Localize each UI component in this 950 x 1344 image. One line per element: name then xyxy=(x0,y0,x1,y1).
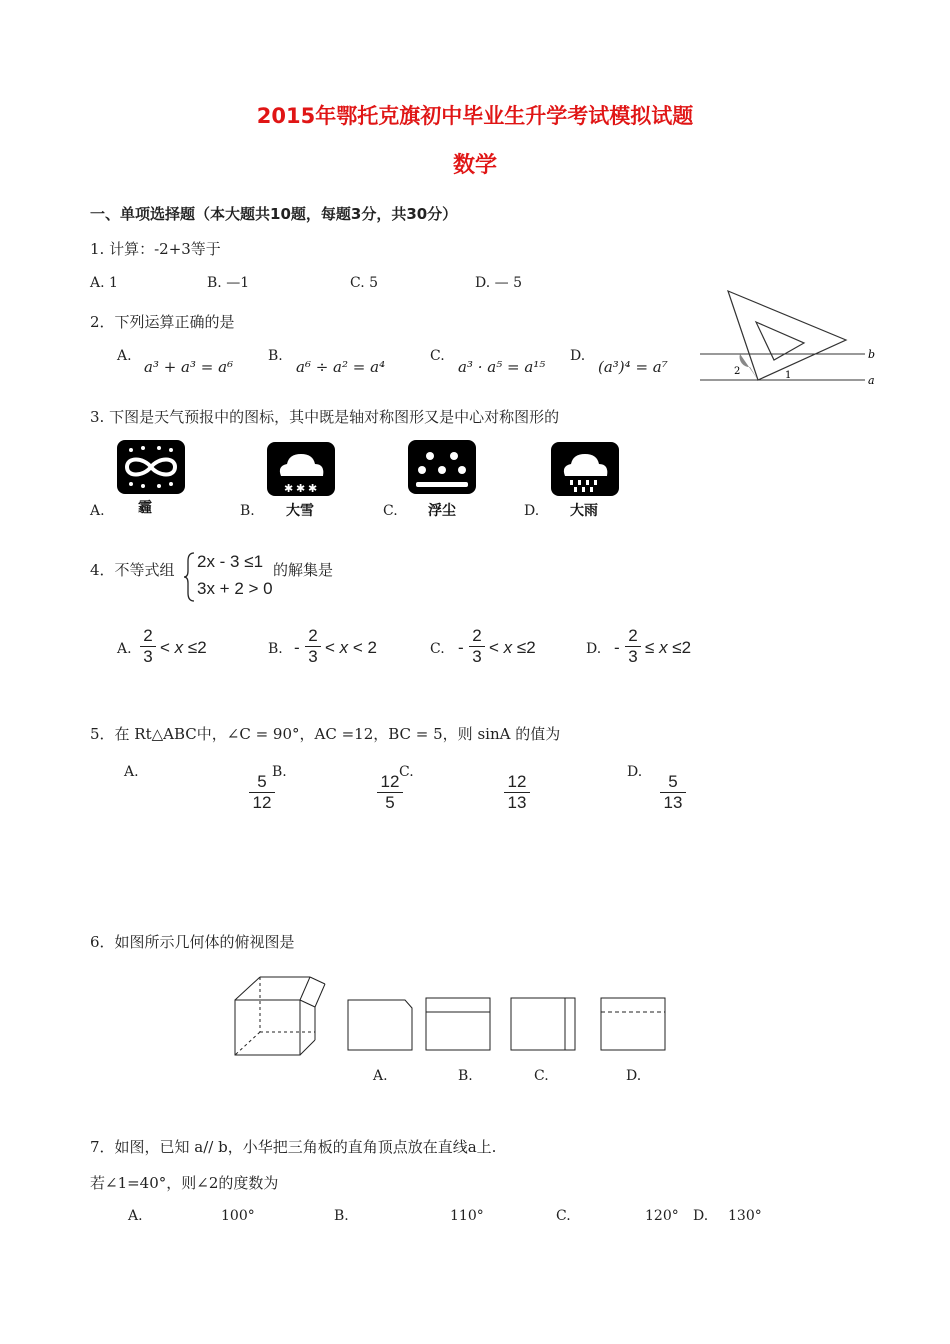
q5-label-d: D. xyxy=(627,764,643,780)
q4-inequality-1: 2x - 3 ≤1 xyxy=(197,552,264,571)
q7-value-b: 110° xyxy=(450,1208,484,1224)
q2-expr-b: a⁶ ÷ a² = a⁴ xyxy=(296,358,386,376)
q6-option-d-figure xyxy=(601,998,665,1050)
q4-fraction-b: 2 3 xyxy=(305,626,321,667)
q4-fraction-a: 2 3 xyxy=(140,626,156,667)
q4-answer-d: ≤ x ≤2 xyxy=(645,638,692,657)
svg-text:✱: ✱ xyxy=(284,482,294,495)
q7-value-a: 100° xyxy=(221,1208,255,1224)
q3-stem: 3. 下图是天气预报中的图标，其中既是轴对称图形又是中心对称图形的 xyxy=(90,408,560,426)
q2-expr-a: a³ + a³ = a⁶ xyxy=(144,358,234,376)
q5-label-a: A. xyxy=(124,764,139,780)
q5-label-b: B. xyxy=(272,764,287,780)
q2-label-a: A. xyxy=(117,348,132,364)
q6-option-b-figure xyxy=(426,998,490,1050)
heavy-snow-label: 大雪 xyxy=(286,503,314,519)
q6-label-c: C. xyxy=(534,1068,549,1084)
q7-value-c: 120° xyxy=(645,1208,679,1224)
q2-label-d: D. xyxy=(570,348,586,364)
q4-inequality-2: 3x + 2 > 0 xyxy=(197,579,273,598)
line-a-label: a xyxy=(868,374,875,387)
q7-label-b: B. xyxy=(334,1208,349,1224)
q7-label-c: C. xyxy=(556,1208,571,1224)
q6-label-d: D. xyxy=(626,1068,642,1084)
floating-dust-icon xyxy=(408,440,476,494)
angle-2-shade xyxy=(740,354,758,380)
q3-label-c: C. xyxy=(383,503,398,519)
haze-label: 霾 xyxy=(138,500,152,516)
q6-label-b: B. xyxy=(458,1068,473,1084)
q6-option-a-figure xyxy=(348,1000,412,1050)
q2-stem: 2．下列运算正确的是 xyxy=(90,313,235,331)
q1-option-a: A. 1 xyxy=(90,275,118,291)
line-b-label: b xyxy=(868,348,876,361)
q4-label-a: A. xyxy=(117,641,132,657)
svg-text:✱: ✱ xyxy=(308,482,318,495)
parallel-lines-figure xyxy=(700,285,885,395)
q5-fraction-c: 12 13 xyxy=(504,772,530,813)
q4-stem-prefix: 4．不等式组 xyxy=(90,561,175,579)
q3-label-b: B. xyxy=(240,503,255,519)
q7-label-a: A. xyxy=(128,1208,143,1224)
q2-label-c: C. xyxy=(430,348,445,364)
q4-answer-b: < x < 2 xyxy=(325,638,377,657)
q4-fraction-d: 2 3 xyxy=(625,626,641,667)
q4-label-b: B. xyxy=(268,641,283,657)
solid-figure xyxy=(235,977,325,1055)
system-brace xyxy=(182,551,196,603)
q4-label-c: C. xyxy=(430,641,445,657)
heavy-snow-icon xyxy=(267,442,335,496)
angle-2-label: 2 xyxy=(734,366,741,377)
q1-stem: 1. 计算：-2+3等于 xyxy=(90,240,221,258)
floating-dust-label: 浮尘 xyxy=(428,503,456,519)
q7-stem-line2: 若∠1=40°，则∠2的度数为 xyxy=(90,1174,279,1192)
q4-answer-c: < x ≤2 xyxy=(489,638,536,657)
heavy-rain-label: 大雨 xyxy=(570,503,598,519)
q1-option-d: D. — 5 xyxy=(475,275,522,291)
angle-1-label: 1 xyxy=(785,370,792,381)
q4-stem-suffix: 的解集是 xyxy=(273,561,334,579)
q2-label-b: B. xyxy=(268,348,283,364)
q4-label-d: D. xyxy=(586,641,602,657)
q3-label-a: A. xyxy=(90,503,105,519)
q6-label-a: A. xyxy=(373,1068,388,1084)
svg-text:✱: ✱ xyxy=(296,482,306,495)
q3-label-d: D. xyxy=(524,503,540,519)
q4-minus-c: - xyxy=(458,638,464,657)
q1-option-c: C. 5 xyxy=(350,275,379,291)
q5-stem: 5．在 Rt△ABC中，∠C = 90°，AC =12，BC = 5，则 sinA 的值为 xyxy=(90,725,561,743)
q5-fraction-a: 5 12 xyxy=(249,772,275,813)
q2-expr-d: (a³)⁴ = a⁷ xyxy=(598,358,668,376)
haze-icon xyxy=(117,440,185,494)
q5-label-c: C. xyxy=(399,764,414,780)
heavy-rain-icon xyxy=(551,442,619,496)
q4-minus-d: - xyxy=(614,638,620,657)
q4-minus-b: - xyxy=(294,638,300,657)
q4-fraction-c: 2 3 xyxy=(469,626,485,667)
subject-title: 数学 xyxy=(452,153,497,178)
q5-fraction-d: 5 13 xyxy=(660,772,686,813)
geometry-figures xyxy=(230,970,680,1060)
q7-value-d: 130° xyxy=(728,1208,762,1224)
q7-stem-line1: 7．如图，已知 a// b，小华把三角板的直角顶点放在直线a上. xyxy=(90,1138,497,1156)
q6-stem: 6．如图所示几何体的俯视图是 xyxy=(90,933,295,951)
q5-fraction-b: 12 5 xyxy=(377,772,403,813)
q1-option-b: B. —1 xyxy=(207,275,250,291)
page-title: 2015年鄂托克旗初中毕业生升学考试模拟试题 xyxy=(256,104,694,128)
q7-label-d: D. xyxy=(693,1208,709,1224)
q2-expr-c: a³ · a⁵ = a¹⁵ xyxy=(458,358,546,376)
q4-answer-a: < x ≤2 xyxy=(160,638,207,657)
section-heading: 一、单项选择题（本大题共10题，每题3分，共30分） xyxy=(90,205,458,223)
